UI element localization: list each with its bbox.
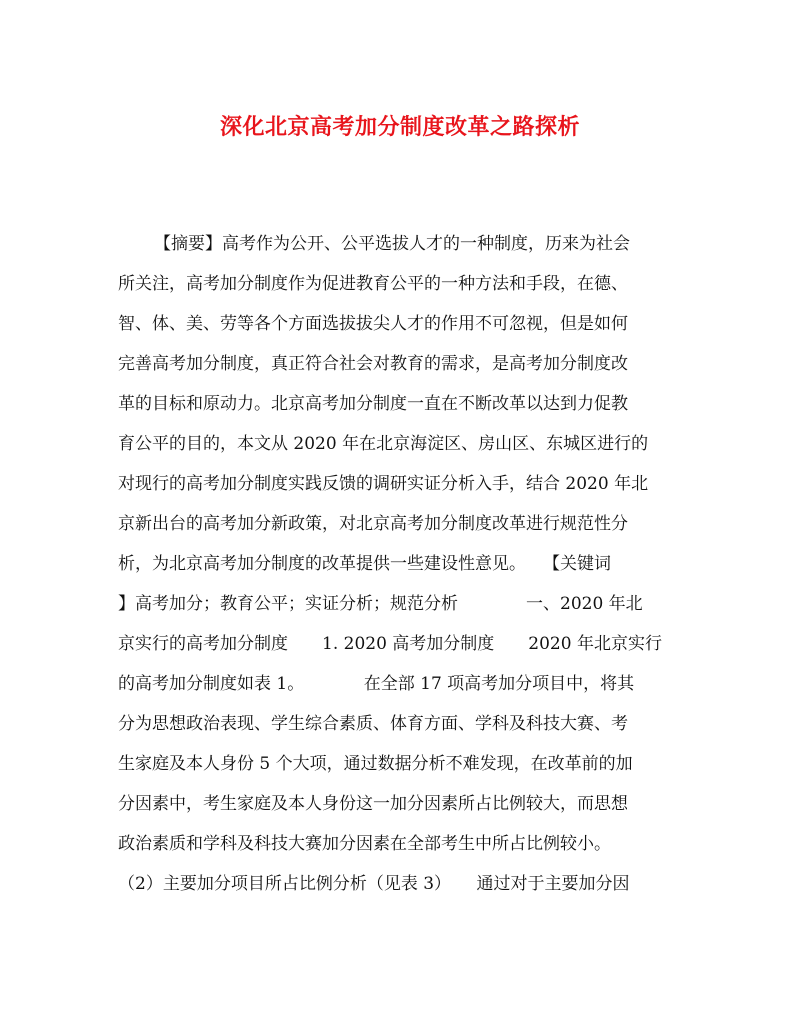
document-title: 深化北京高考加分制度改革之路探析	[219, 114, 580, 140]
paragraph-line: 分为思想政治表现、学生综合素质、体育方面、学科及科技大赛、考	[118, 714, 628, 734]
paragraph-line: 京实行的高考加分制度 1. 2020 高考加分制度 2020 年北京实行	[118, 634, 662, 654]
paragraph-line: 革的目标和原动力。北京高考加分制度一直在不断改革以达到力促教	[118, 394, 628, 414]
paragraph-line: （2）主要加分项目所占比例分析（见表 3） 通过对于主要加分因	[118, 874, 630, 894]
paragraph-line: 对现行的高考加分制度实践反馈的调研实证分析入手，结合 2020 年北	[118, 474, 649, 494]
paragraph-line: 育公平的目的，本文从 2020 年在北京海淀区、房山区、东城区进行的	[118, 434, 649, 454]
document-body	[118, 224, 688, 904]
paragraph-line: 【摘要】高考作为公开、公平选拔人才的一种制度，历来为社会	[154, 234, 630, 254]
paragraph-line: 的高考加分制度如表 1。 在全部 17 项高考加分项目中，将其	[118, 674, 635, 694]
paragraph-line: 智、体、美、劳等各个方面选拔拔尖人才的作用不可忽视，但是如何	[118, 314, 628, 334]
paragraph-line: 政治素质和学科及科技大赛加分因素在全部考生中所占比例较小。	[118, 834, 611, 854]
paragraph-line: 京新出台的高考加分新政策，对北京高考加分制度改革进行规范性分	[118, 514, 628, 534]
paragraph-line: 完善高考加分制度，真正符合社会对教育的需求，是高考加分制度改	[118, 354, 628, 374]
paragraph-line: 生家庭及本人身份 5 个大项，通过数据分析不难发现，在改革前的加	[118, 754, 633, 774]
paragraph-line: 所关注，高考加分制度作为促进教育公平的一种方法和手段，在德、	[118, 274, 628, 294]
paragraph-line: 】高考加分；教育公平；实证分析；规范分析 一、2020 年北	[118, 594, 643, 614]
paragraph-line: 析，为北京高考加分制度的改革提供一些建设性意见。 【关键词	[118, 554, 611, 574]
paragraph-line: 分因素中，考生家庭及本人身份这一加分因素所占比例较大，而思想	[118, 794, 628, 814]
